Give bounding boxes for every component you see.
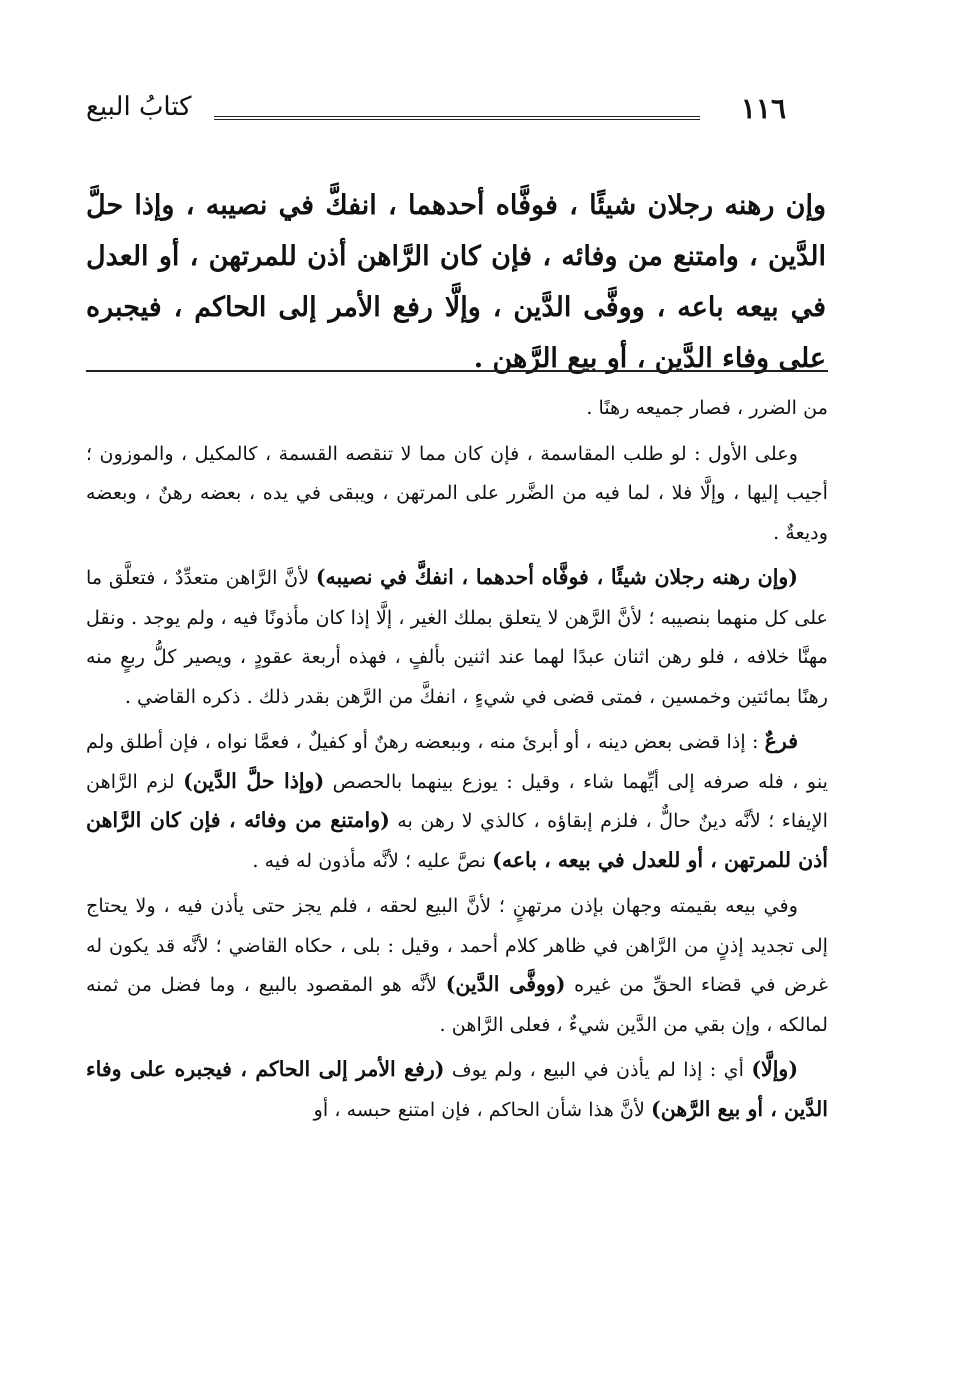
paragraph-4-text-1: : إذا قضى بعض دينه ، أو أبرئ منه ، وببعضه رهنٌ أو كفيلٌ ، فعمَّا نواه ، فإن أطلق ولم ينو ، فله صرفه إلى أيِّهما شاء ، وقيل : يوزع بينهما بالحصص bbox=[86, 730, 828, 793]
paragraph-5-quote-1: (ووفَّى الدَّين) bbox=[445, 972, 566, 996]
paragraph-1-text: من الضرر ، فصار جميعه رهنًا . bbox=[586, 396, 828, 419]
paragraph-5 bbox=[86, 886, 828, 1044]
paragraph-3-quote: (وإن رهنه رجلان شيئًا ، فوفَّاه أحدهما ، انفكَّ في نصيبه) bbox=[315, 565, 799, 589]
paragraph-4 bbox=[86, 722, 828, 880]
page-header bbox=[86, 92, 786, 142]
paragraph-4-text-3: نصَّ عليه ؛ لأنَّه مأذون له فيه . bbox=[252, 848, 493, 872]
paragraph-4-label: فرعٌ bbox=[764, 729, 798, 753]
paragraph-6-quote-1: (وإلَّا) bbox=[751, 1057, 799, 1081]
paragraph-4-quote-2: (وامتنع من وفائه ، فإن كان الرَّاهن أذن للمرتهن ، أو للعدل في بيعه ، باعه) bbox=[86, 808, 828, 872]
paragraph-1 bbox=[86, 388, 828, 428]
paragraph-4-text-2: لزم الرَّاهن الإيفاء ؛ لأنَّه دينٌ حالٌّ ، فلزم إبقاؤه ، كالذي لا رهن به bbox=[86, 769, 829, 832]
paragraph-6-text-1: أي : إذا لم يأذن في البيع ، ولم يوف bbox=[444, 1058, 752, 1081]
paragraph-2-text: وعلى الأول : لو طلب المقاسمة ، فإن كان مما لا تنقصه القسمة ، كالمكيل ، والموزون ؛ أجيب إليها ، وإلَّا فلا ، لما فيه من الضَّرر على المرتهن ، ويبقى في يده ، بعضه رهنٌ ، وبعضه وديعةٌ . bbox=[86, 441, 828, 544]
paragraph-6-quote-2: (رفع الأمر إلى الحاكم ، فيجبره على وفاء الدَّين ، أو بيع الرَّهن) bbox=[86, 1057, 828, 1121]
commentary bbox=[86, 388, 828, 1135]
page-number: ١١٦ bbox=[740, 92, 786, 125]
matn-separator-rule bbox=[86, 370, 828, 372]
matn-text: وإن رهنه رجلان شيئًا ، فوفَّاه أحدهما ، انفكَّ في نصيبه ، وإذا حلَّ الدَّين ، وامتنع من وفائه ، فإن كان الرَّاهن أذن للمرتهن ، أو العدل في بيعه باعه ، ووفَّى الدَّين ، وإلَّا رفع الأمر إلى الحاكم ، فيجبره على وفاء الدَّين ، أو بيع الرَّهن . bbox=[86, 190, 826, 374]
paragraph-4-quote-1: (وإذا حلَّ الدَّين) bbox=[183, 768, 325, 793]
paragraph-6 bbox=[86, 1050, 828, 1129]
paragraph-2 bbox=[86, 434, 828, 553]
paragraph-6-text-2: لأنَّ هذا شأن الحاكم ، فإن امتنع حبسه ، أو bbox=[313, 1097, 652, 1121]
paragraph-3-text: لأنَّ الرَّاهن متعدِّدٌ ، فتعلَّق ما على كل منهما بنصيبه ؛ لأنَّ الرَّهن لا يتعلق بملك الغير ، إلَّا إذا كان مأذونًا فيه ، ولم يوجد . ونقل مهنَّا خلافه ، فلو رهن اثنان عبدًا لهما عند اثنين بألفٍ ، فهذه أربعة عقودٍ ، ويصير كلُّ ربعٍ منه رهنًا بمائتين وخمسين ، فمتى قضى في شيءٍ ، انفكَّ من الرَّهن بقدر ذلك . ذكره القاضي . bbox=[86, 566, 828, 708]
book-title: كتابُ البيع bbox=[86, 92, 192, 122]
paragraph-5-text-2: لأنَّه هو المقصود بالبيع ، وما فضل من ثمنه لمالكه ، وإن بقي من الدَّين شيءٌ ، فعلى الرَّاهن . bbox=[86, 973, 828, 1036]
paragraph-3 bbox=[86, 558, 828, 716]
header-rule bbox=[214, 116, 700, 120]
paragraph-5-text-1: وفي بيعه بقيمته وجهان بإذن مرتهنٍ ؛ لأنَّ البيع لحقه ، فلم يجز حتى يأذن فيه ، ولا يحتاج إلى تجديد إذنٍ من الرَّاهن في ظاهر كلام أحمد ، وقيل : بلى ، حكاه القاضي ؛ لأنَّه قد يكون له غرض في قضاء الحقِّ من غيره bbox=[86, 894, 828, 996]
